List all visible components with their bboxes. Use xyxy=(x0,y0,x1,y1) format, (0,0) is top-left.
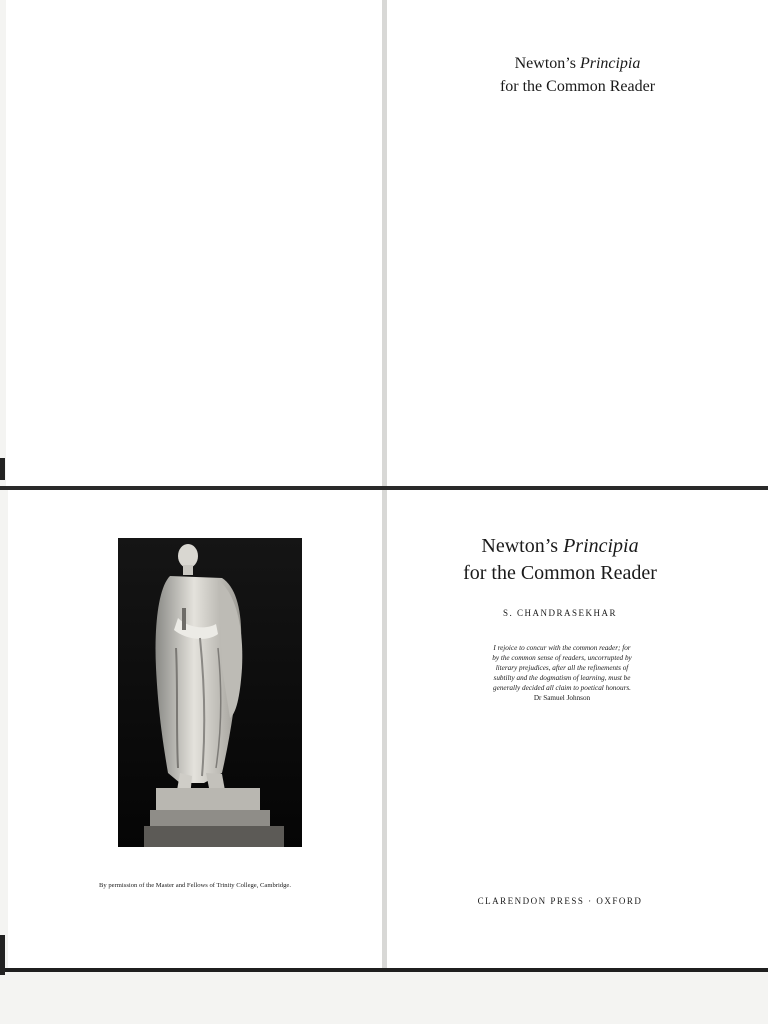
title-italic: Principia xyxy=(563,535,639,557)
epigraph-line: I rejoice to concur with the common reader; for xyxy=(493,644,631,652)
scan-edge-mark xyxy=(0,458,5,480)
title-prefix: Newton’s xyxy=(481,535,564,557)
half-title xyxy=(387,52,768,98)
half-title-prefix: Newton’s xyxy=(514,55,580,72)
epigraph-line: subtilty and the dogmatism of learning, must be xyxy=(493,674,631,682)
publisher: CLARENDON PRESS · OXFORD xyxy=(477,896,643,906)
epigraph-line: literary prejudices, after all the refinements of xyxy=(495,664,629,672)
title-page xyxy=(387,490,768,968)
scan-edge-mark xyxy=(0,935,5,975)
author-name: S. CHANDRASEKHAR xyxy=(502,608,617,618)
half-title-line2: for the Common Reader xyxy=(499,78,656,95)
title-line2: for the Common Reader xyxy=(463,562,657,584)
newton-statue-photo xyxy=(118,538,302,847)
half-title-page xyxy=(387,0,768,486)
epigraph xyxy=(477,643,647,703)
epigraph-attribution: Dr Samuel Johnson xyxy=(533,694,591,702)
scan-bottom-edge xyxy=(0,968,768,972)
epigraph-line: by the common sense of readers, uncorrupted by xyxy=(492,654,632,662)
frontispiece-caption: By permission of the Master and Fellows of Trinity College, Cambridge. xyxy=(99,882,291,889)
half-title-italic: Principia xyxy=(579,55,641,72)
book-title xyxy=(387,533,733,587)
frontispiece-page xyxy=(8,490,382,968)
epigraph-line: generally decided all claim to poetical honours. xyxy=(493,684,631,692)
blank-page xyxy=(6,0,382,486)
